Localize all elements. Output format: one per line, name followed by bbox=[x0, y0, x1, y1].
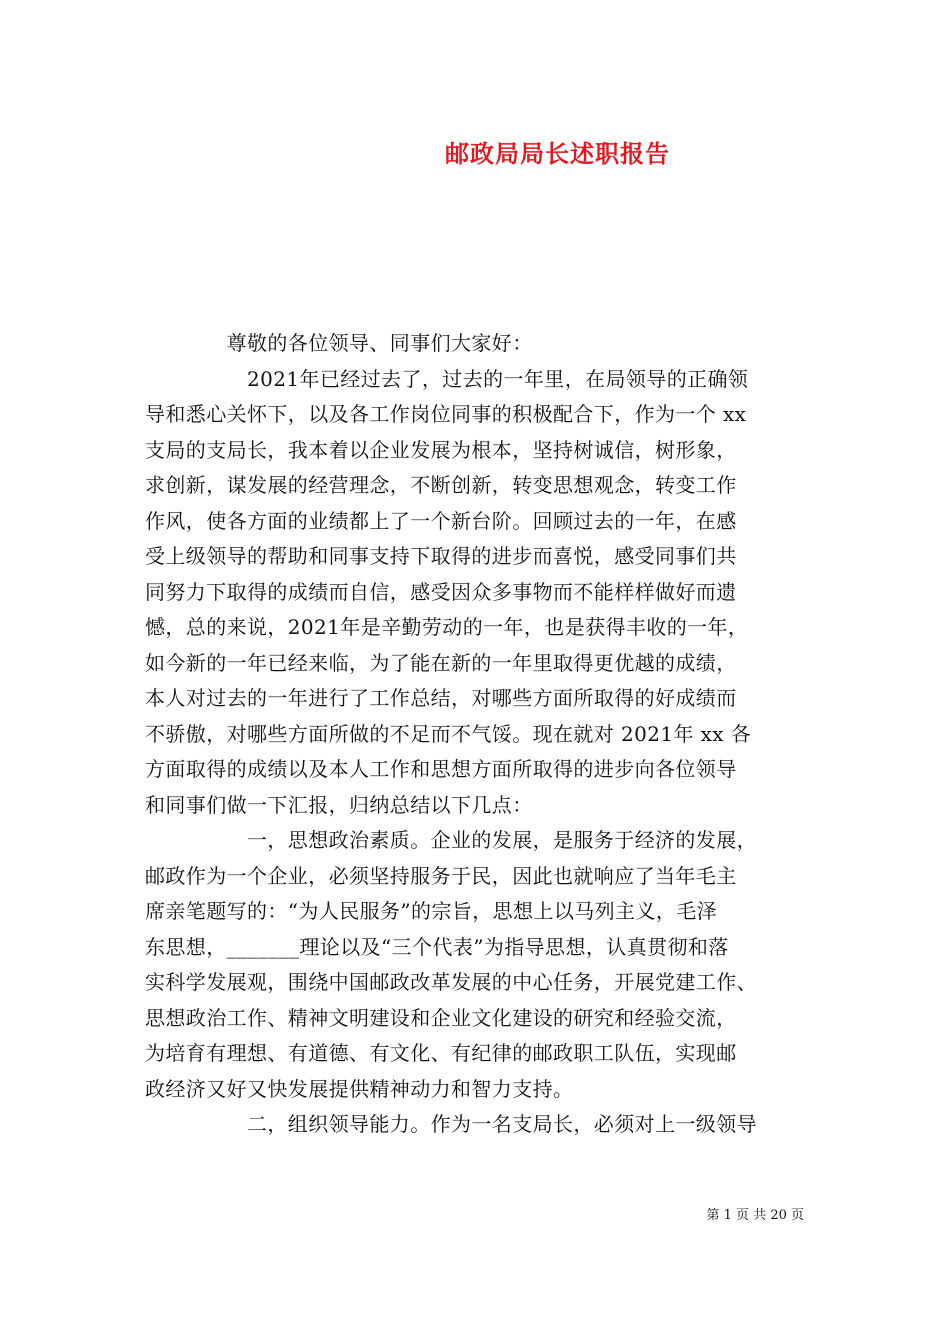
body-line: 一，思想政治素质。企业的发展，是服务于经济的发展， bbox=[145, 828, 757, 852]
body-line: 东思想，_______理论以及“三个代表”为指导思想，认真贯彻和落 bbox=[145, 934, 729, 959]
body-line: 同努力下取得的成绩而自信，感受因众多事物而不能样样做好而遗 bbox=[145, 579, 737, 604]
body-line: 求创新，谋发展的经营理念，不断创新，转变思想观念，转变工作 bbox=[145, 473, 737, 497]
page-number-footer: 第 1 页 共 20 页 bbox=[706, 1208, 804, 1223]
document-title: 邮政局局长述职报告 bbox=[445, 139, 670, 168]
body-line: 尊敬的各位领导、同事们大家好： bbox=[145, 331, 533, 355]
body-line: 为培育有理想、有道德、有文化、有纪律的邮政职工队伍，实现邮 bbox=[145, 1041, 737, 1065]
body-line: 受上级领导的帮助和同事支持下取得的进步而喜悦，感受同事们共 bbox=[145, 544, 737, 568]
document-body bbox=[145, 326, 825, 1143]
body-line: 憾，总的来说，2021年是辛勤劳动的一年，也是获得丰收的一年， bbox=[145, 615, 749, 639]
body-line: 政经济又好又快发展提供精神动力和智力支持。 bbox=[145, 1076, 574, 1101]
body-line: 和同事们做一下汇报，归纳总结以下几点： bbox=[145, 792, 533, 817]
body-line: 不骄傲，对哪些方面所做的不足而不气馁。现在就对 2021年 xx 各 bbox=[145, 721, 752, 746]
body-line: 导和悉心关怀下，以及各工作岗位同事的积极配合下，作为一个 xx bbox=[145, 402, 747, 426]
body-line: 二，组织领导能力。作为一名支局长，必须对上一级领导 bbox=[145, 1112, 757, 1136]
body-line: 方面取得的成绩以及本人工作和思想方面所取得的进步向各位领导 bbox=[145, 757, 737, 781]
body-line: 2021年已经过去了，过去的一年里，在局领导的正确领 bbox=[145, 366, 749, 391]
body-line: 邮政作为一个企业，必须坚持服务于民，因此也就响应了当年毛主 bbox=[145, 863, 737, 888]
body-line: 支局的支局长，我本着以企业发展为根本，坚持树诚信，树形象， bbox=[145, 437, 737, 462]
body-line: 如今新的一年已经来临，为了能在新的一年里取得更优越的成绩， bbox=[145, 650, 737, 675]
body-line: 席亲笔题写的：“为人民服务”的宗旨，思想上以马列主义，毛泽 bbox=[145, 899, 718, 923]
body-line: 实科学发展观，围绕中国邮政改革发展的中心任务，开展党建工作、 bbox=[145, 970, 757, 994]
body-line: 本人对过去的一年进行了工作总结，对哪些方面所取得的好成绩而 bbox=[145, 686, 737, 710]
body-line: 作风，使各方面的业绩都上了一个新台阶。回顾过去的一年，在感 bbox=[145, 508, 737, 533]
body-line: 思想政治工作、精神文明建设和企业文化建设的研究和经验交流， bbox=[145, 1005, 737, 1030]
